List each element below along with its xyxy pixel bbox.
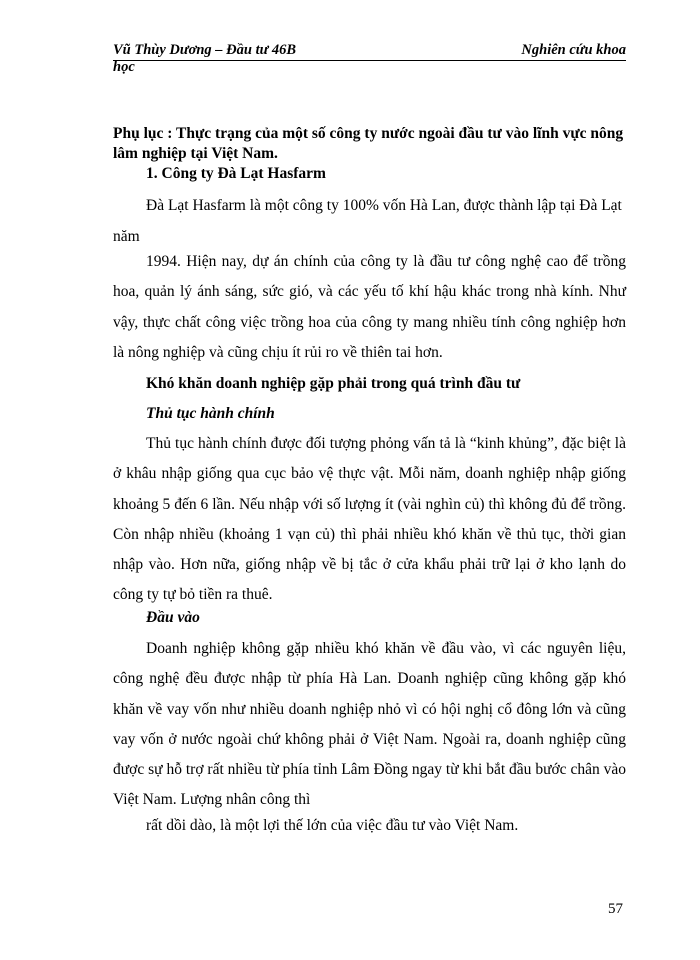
page-number: 57 (608, 901, 623, 917)
intro-line-1: Đà Lạt Hasfarm là một công ty 100% vốn Hà Lan, được thành lập tại Đà Lạt (146, 197, 622, 214)
labor-line: rất dồi dào, là một lợi thế lớn của việc đầu tư vào Việt Nam. (146, 817, 519, 834)
admin-procedures-heading: Thủ tục hành chính (146, 405, 275, 422)
inputs-paragraph: Doanh nghiệp không gặp nhiều khó khăn về đầu vào, vì các nguyên liệu, công nghệ đều được nhập từ phía Hà Lan. Doanh nghiệp cũng không gặp khó khăn về vay vốn như nhiều doanh nghiệp nhỏ vì có hội nghị cổ đông lớn và cũng vay vốn ở nước ngoài chứ không phải ở Việt Nam. Ngoài ra, doanh nghiệp cũng được sự hỗ trợ rất nhiều từ phía tỉnh Lâm Đồng ngay từ khi bắt đầu bước chân vào Việt Nam. Lượng nhân công thì (113, 640, 626, 809)
appendix-title: Phụ lục : Thực trạng của một số công ty nước ngoài đầu tư vào lĩnh vực nông lâm nghiệp tại Việt Nam. (113, 125, 624, 162)
inputs-heading: Đầu vào (146, 609, 200, 626)
header-section-title: Nghiên cứu khoa (521, 42, 626, 58)
admin-procedures-paragraph: Thủ tục hành chính được đối tượng phỏng vấn tả là “kinh khủng”, đặc biệt là ở khâu nhập giống qua cục bảo vệ thực vật. Mỗi năm, doanh nghiệp nhập giống khoảng 5 đến 6 lần. Nếu nhập với số lượng ít (vài nghìn củ) thì không đủ để trồng. Còn nhập nhiều (khoảng 1 vạn củ) thì phải nhiều khó khăn về thủ tục, thời gian nhập vào. Hơn nữa, giống nhập về bị tắc ở cửa khẩu phải trữ lại ở kho lạnh do công ty tự bỏ tiền ra thuê. (113, 435, 626, 604)
header-rule (113, 60, 626, 61)
intro-line-2: năm (113, 228, 140, 245)
company-heading: 1. Công ty Đà Lạt Hasfarm (146, 165, 326, 182)
header-section-title-wrap: học (113, 59, 135, 75)
difficulties-heading: Khó khăn doanh nghiệp gặp phải trong quá trình đầu tư (146, 375, 521, 392)
header-author: Vũ Thùy Dương – Đầu tư 46B (113, 42, 297, 58)
intro-paragraph: 1994. Hiện nay, dự án chính của công ty là đầu tư công nghệ cao để trồng hoa, quản lý ánh sáng, sức gió, và các yếu tố khí hậu khác trong nhà kính. Như vậy, thực chất công việc trồng hoa của công ty mang nhiều tính công nghiệp hơn là nông nghiệp và cũng chịu ít rủi ro về thiên tai hơn. (113, 253, 626, 361)
